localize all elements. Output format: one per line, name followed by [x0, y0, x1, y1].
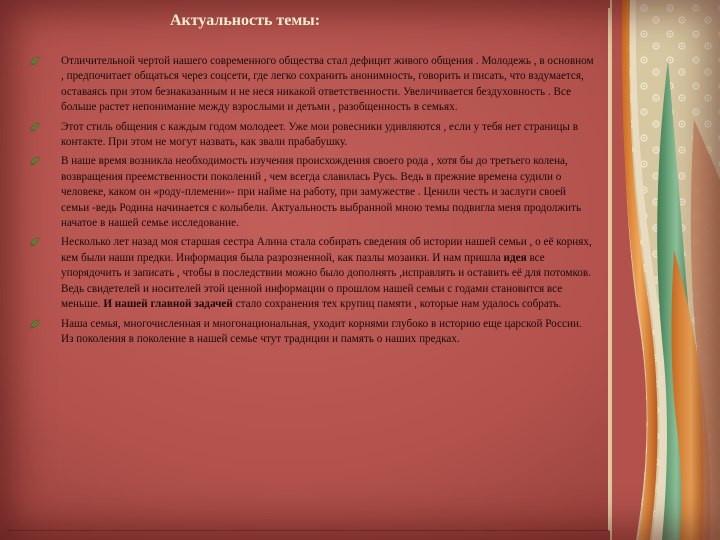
bullet-paragraph [30, 317, 596, 348]
leaf-bullet-icon [30, 319, 40, 329]
bullet-paragraph [30, 235, 596, 312]
paragraph-text: Этот стиль общения с каждым годом молодеет. Уже мои ровесники удивляются , если у тебя нет страницы в контакте. При этом не могут назвать, как звали прабабушку. [61, 120, 578, 149]
bullet-paragraph [30, 154, 596, 231]
leaf-bullet-icon [30, 156, 40, 166]
paragraph-text: В наше время возникла необходимость изучения происхождения своего рода , хотя бы до третьего колена, возвращения преемственности поколений , чем всегда славилась Русь. Ведь в прежние времена судили о человеке, каком он «роду-племени»- при найме на работу, при замужестве . Ценили честь и заслуги своей семьи -ведь Родина начинается с колыбели. Актуальность выбранной мною темы подвигла меня продолжить начатое в нашей семье исследование. [61, 155, 582, 230]
bullet-paragraph [30, 54, 596, 116]
leaf-bullet-icon [30, 56, 40, 66]
bullet-paragraph [30, 120, 596, 151]
floral-ribbon-decoration [610, 0, 720, 540]
leaf-bullet-icon [30, 237, 40, 247]
slide-title: Актуальность темы: [170, 12, 321, 29]
paragraph-text: Несколько лет назад моя старшая сестра Алина стала собирать сведения об истории нашей семьи , о её корнях, кем были наши предки. Информация была разрозненной, как пазлы мозаики. И нам пришла [61, 236, 592, 264]
paragraph-text: все упорядочить и записать , чтобы в последствии можно было дополнять ,исправлять и оставить её для потомков. Ведь свидетелей и носителей этой ценной информации о прошлом нашей семьи с годами становится все меньше. [61, 251, 591, 311]
paragraph-text: стало сохранения тех крупиц памяти , которые нам удалось собрать. [232, 298, 562, 311]
paragraph-text: Отличительной чертой нашего современного общества стал дефицит живого общения . Молодежь , в основном , предпочитает общаться через соцсети, где легко сохранить анонимность, говорить и писать, что вздумается, оставаясь при этом безнаказанным и не неся никакой ответственности. Увеличивается бездуховность . Все больше растет непонимание между взрослыми и детьми , разобщенность в семьях. [61, 55, 594, 114]
highlighted-text: идея [503, 251, 527, 264]
paragraph-text: Наша семья, многочисленная и многонациональная, уходит корнями глубоко в историю еще царской России. Из поколения в поколение в нашей семье чтут традиции и память о наших предках. [61, 317, 582, 345]
leaf-bullet-icon [30, 122, 40, 132]
slide-body-text [30, 54, 596, 351]
highlighted-text: И нашей главной задачей [103, 298, 233, 311]
